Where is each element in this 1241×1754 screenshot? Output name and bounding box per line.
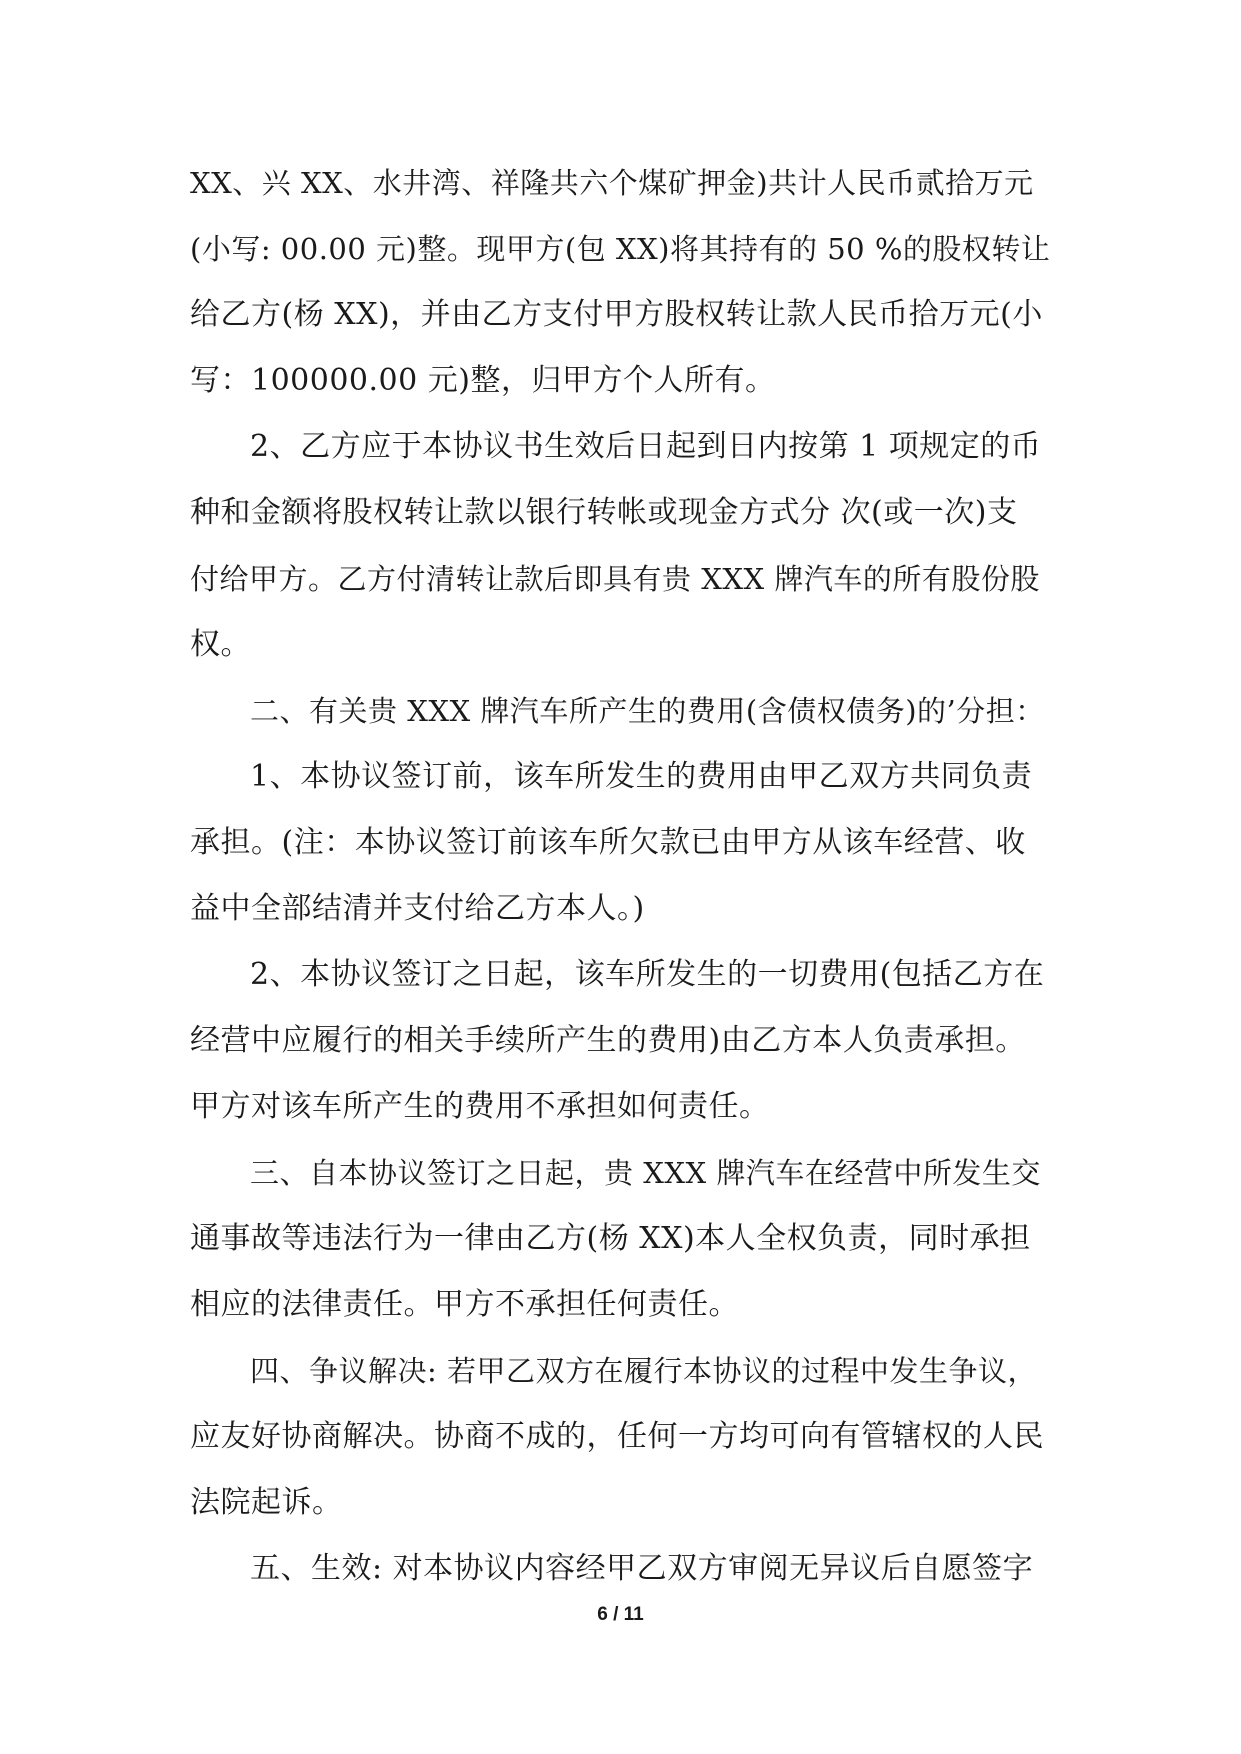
text-line: 2、乙方应于本协议书生效后日起到日内按第 1 项规定的币 <box>250 429 1042 464</box>
text-line: 权。 <box>190 627 251 662</box>
text-line: 1、本协议签订前，该车所发生的费用由甲乙双方共同负责 <box>250 759 1033 794</box>
text-line: 付给甲方。乙方付清转让款后即具有贵 XXX 牌汽车的所有股份股 <box>190 562 1040 596</box>
text-line: 法院起诉。 <box>190 1485 343 1520</box>
text-line: 给乙方(杨 XX)，并由乙方支付甲方股权转让款人民币拾万元(小 <box>190 297 1043 332</box>
text-line: 相应的法律责任。甲方不承担任何责任。 <box>190 1287 739 1322</box>
text-line: 2、本协议签订之日起，该车所发生的一切费用(包括乙方在 <box>250 957 1045 992</box>
text-line: 甲方对该车所产生的费用不承担如何责任。 <box>190 1089 770 1124</box>
text-line: 通事故等违法行为一律由乙方(杨 XX)本人全权负责，同时承担 <box>190 1221 1031 1256</box>
text-line: 五、生效: 对本协议内容经甲乙双方审阅无异议后自愿签字 <box>250 1551 1034 1586</box>
text-line: 益中全部结清并支付给乙方本人。) <box>190 891 645 926</box>
text-line: 经营中应履行的相关手续所产生的费用)由乙方本人负责承担。 <box>190 1023 1026 1058</box>
text-line: 应友好协商解决。协商不成的，任何一方均可向有管辖权的人民 <box>190 1419 1044 1454</box>
text-line: 写：100000.00 元)整，归甲方个人所有。 <box>190 363 776 398</box>
text-line: (小写: 00.00 元)整。现甲方(包 XX)将其持有的 50 %的股权转让 <box>190 232 1051 266</box>
text-line: 四、争议解决: 若甲乙双方在履行本协议的过程中发生争议， <box>250 1354 1037 1388</box>
text-line: 三、自本协议签订之日起，贵 XXX 牌汽车在经营中所发生交 <box>250 1156 1041 1190</box>
text-line: XX、兴 XX、水井湾、祥隆共六个煤矿押金)共计人民币贰拾万元 <box>190 166 1034 200</box>
text-line: 种和金额将股权转让款以银行转帐或现金方式分 次(或一次)支 <box>190 495 1018 530</box>
page-number: 6 / 11 <box>597 1604 644 1625</box>
text-line: 二、有关贵 XXX 牌汽车所产生的费用(含债权债务)的’分担： <box>250 694 1045 728</box>
text-line: 承担。(注：本协议签订前该车所欠款已由甲方从该车经营、收 <box>190 825 1026 860</box>
